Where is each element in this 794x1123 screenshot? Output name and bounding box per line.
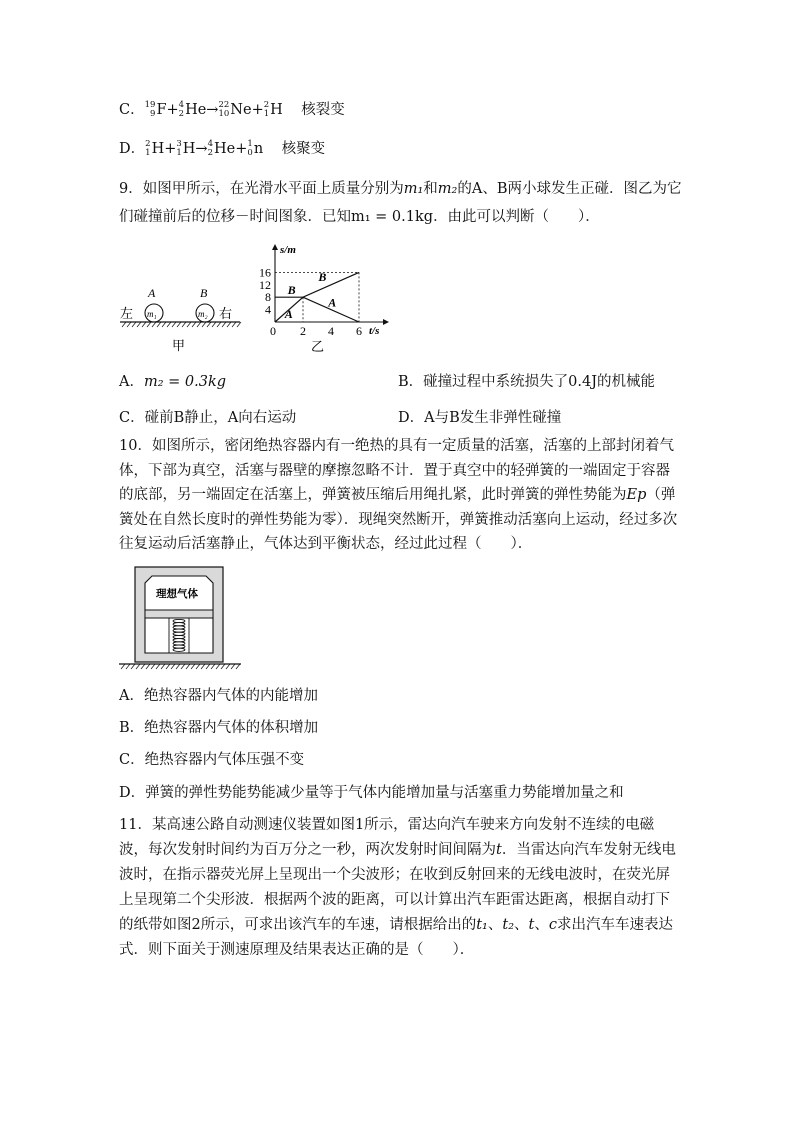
y-axis-label: s/m: [280, 244, 296, 256]
ball-a-mass: m₁: [147, 309, 157, 319]
ground-hatch: [122, 322, 241, 327]
y-tick-label: 16: [259, 265, 271, 280]
ep-symbol: Ep: [626, 487, 647, 503]
series-label: B: [287, 283, 296, 298]
figure-jia: [118, 283, 243, 358]
x-tick-label: 0: [270, 324, 276, 338]
series-label: B: [318, 270, 327, 285]
x-axis-arrow: [383, 319, 389, 325]
q9-stem-line1: 9．如图甲所示，在光滑水平面上质量分别为m₁和m₂的A、B两小球发生正碰．图乙为它: [119, 181, 682, 197]
q11-stem: 11．某高速公路自动测速仪装置如图1所示，雷达向汽车驶来方向发射不连续的电磁波，每次发射时间约为百万分之一秒，两次发射时间间隔为t．当雷达向汽车发射无线电波时，在指示器荧光屏上呈现出一个尖波形；在收到反射回来的无线电波时，在荧光屏上呈现第二个尖形波．根据两个波的距离，可以计算出汽车距雷达距离，根据自动打下的纸带如图2所示，可求出该汽车的车速，请根据给出的t₁、t₂、t、c求出汽车车速表达式．则下面关于测速原理及结果表达正确的是（ ）．: [119, 817, 676, 958]
q10-option-b: B．绝热容器内气体的体积增加: [119, 720, 319, 736]
option-label: C．: [119, 102, 145, 118]
q9-option-a: A．m₂ = 0.3kg: [119, 374, 227, 390]
figure-yi-chart: [255, 243, 395, 353]
y-tick-label: 4: [265, 302, 271, 317]
q9-option-d: D．A与B发生非弹性碰撞: [398, 410, 562, 426]
reaction-type: 核聚变: [281, 141, 326, 157]
caption-yi: 乙: [311, 339, 325, 353]
q10-option-a: A．绝热容器内气体的内能增加: [119, 688, 318, 704]
piston: [145, 610, 213, 618]
ball-b-mass: m₂: [198, 309, 208, 319]
caption-jia: 甲: [172, 338, 186, 353]
series-label: A: [328, 295, 337, 310]
series-label: A: [284, 306, 293, 321]
label-right: 右: [219, 306, 233, 321]
option-label: D．: [119, 141, 146, 157]
ground-hatch: [121, 664, 240, 669]
option-c-nuclear-equation: C． 19 9 F+ 4 2 He→ 22 10 Ne+ 2 1 H 核裂变: [119, 100, 345, 119]
option-d-nuclear-equation: D． 2 1 H+ 3 1 H→ 4 2 He+ 1 0 n 核聚变: [119, 139, 326, 158]
x-tick-label: 2: [300, 324, 306, 338]
q10-option-d: D．弹簧的弹性势能势能减少量等于气体内能增加量与活塞重力势能增加量之和: [119, 785, 624, 801]
x-tick-label: 4: [328, 324, 334, 338]
x-tick-label: 6: [356, 324, 362, 338]
reaction-type: 核裂变: [301, 102, 345, 118]
q9-option-c: C．碰前B静止，A向右运动: [119, 410, 297, 426]
label-left: 左: [120, 306, 134, 321]
q9-stem-line2: 们碰撞前后的位移－时间图象．已知m₁ = 0.1kg．由此可以判断（ ）．: [119, 209, 600, 225]
label-b: B: [200, 286, 208, 300]
y-axis-arrow: [272, 244, 278, 250]
container-figure: [119, 566, 241, 672]
x-axis-label: t/s: [369, 325, 380, 337]
q10-stem: 10．如图所示，密闭绝热容器内有一绝热的具有一定质量的活塞，活塞的上部封闭着气体，下部为真空，活塞与器壁的摩擦忽略不计．置于真空中的轻弹簧的一端固定于容器的底部，另一端固定在活塞上，弹簧被压缩后用绳扎紧，此时弹簧的弹性势能为Ep（弹簧处在自然长度时的弹性势能为零）．现绳突然断开，弹簧推动活塞向上运动，经过多次往复运动后活塞静止，气体达到平衡状态，经过此过程（ ）．: [119, 438, 678, 552]
y-tick-label: 12: [259, 277, 271, 292]
q10-option-c: C．绝热容器内气体压强不变: [119, 752, 305, 768]
q9-option-b: B．碰撞过程中系统损失了0.4J的机械能: [398, 374, 656, 390]
gas-label: 理想气体: [156, 589, 198, 600]
label-a: A: [148, 286, 156, 300]
y-tick-label: 8: [265, 290, 271, 305]
